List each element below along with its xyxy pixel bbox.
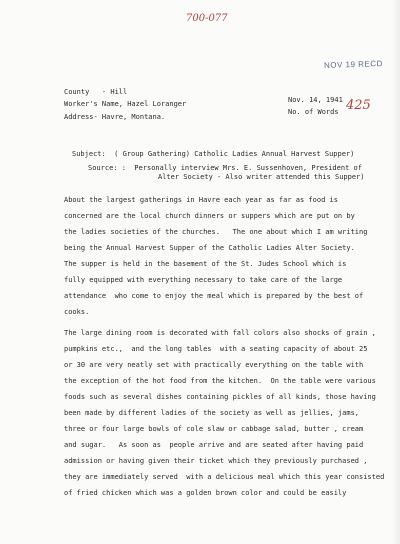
body-line: the ladies societies of the churches. The one about which I am writing [64,228,368,236]
word-count-label: No. of Words [288,108,339,116]
body-line: attendance who come to enjoy the meal which is prepared by the best of [64,292,364,300]
source-line-1: Source: : Personally interview Mrs. E. Sussenhoven, President of [88,164,362,172]
county-line: County - Hill [64,88,128,96]
body-line: and sugar. As soon as people arrive and are seated after having paid [64,441,364,449]
body-line: About the largest gatherings in Havre each year as far as food is [64,196,338,204]
body-line: being the Annual Harvest Supper of the Catholic Ladies Alter Society. [64,244,355,252]
body-line: The large dining room is decorated with fall colors also shocks of grain , [64,329,376,337]
file-number-annotation: 700-077 [186,13,228,24]
body-line: foods such as several dishes containing pickles of all kinds, those having [64,393,376,401]
body-line: the exception of the hot food from the kitchen. On the table were various [64,377,376,385]
worker-name-line: Worker's Name, Hazel Loranger [64,100,187,108]
body-line: they are immediately served with a delicious meal which this year consisted [64,473,385,481]
date-line: Nov. 14, 1941 [288,96,343,104]
body-line: three or four large bowls of cole slaw or cabbage salad, butter , cream [64,425,364,433]
body-line: of fried chicken which was a golden brown color and could be easily [64,489,347,497]
body-line: been made by different ladies of the society as well as jellies, jams, [64,409,360,417]
subject-line: Subject: ( Group Gathering) Catholic Ladies Annual Harvest Supper) [72,150,355,158]
page-edge-shadow [392,0,400,544]
body-line: fully equipped with everything necessary to take care of the large [64,276,343,284]
word-count-handwritten: 425 [346,98,371,113]
body-line: admission or having given their ticket which they previously purchased , [64,457,368,465]
body-line: pumpkins etc., and the long tables with a seating capacity of about 25 [64,345,368,353]
received-stamp: NOV 19 RECD [323,58,383,71]
body-line: concerned are the local church dinners or suppers which are put on by [64,212,355,220]
source-line-2: Alter Society - Also writer attended this Supper) [158,173,365,181]
body-line: The supper is held in the basement of the St. Judes School which is [64,260,347,268]
address-line: Address- Havre, Montana. [64,113,166,121]
body-line: cooks. [64,308,90,316]
body-line: or 30 are very neatly set with practically everything on the table with [64,361,364,369]
